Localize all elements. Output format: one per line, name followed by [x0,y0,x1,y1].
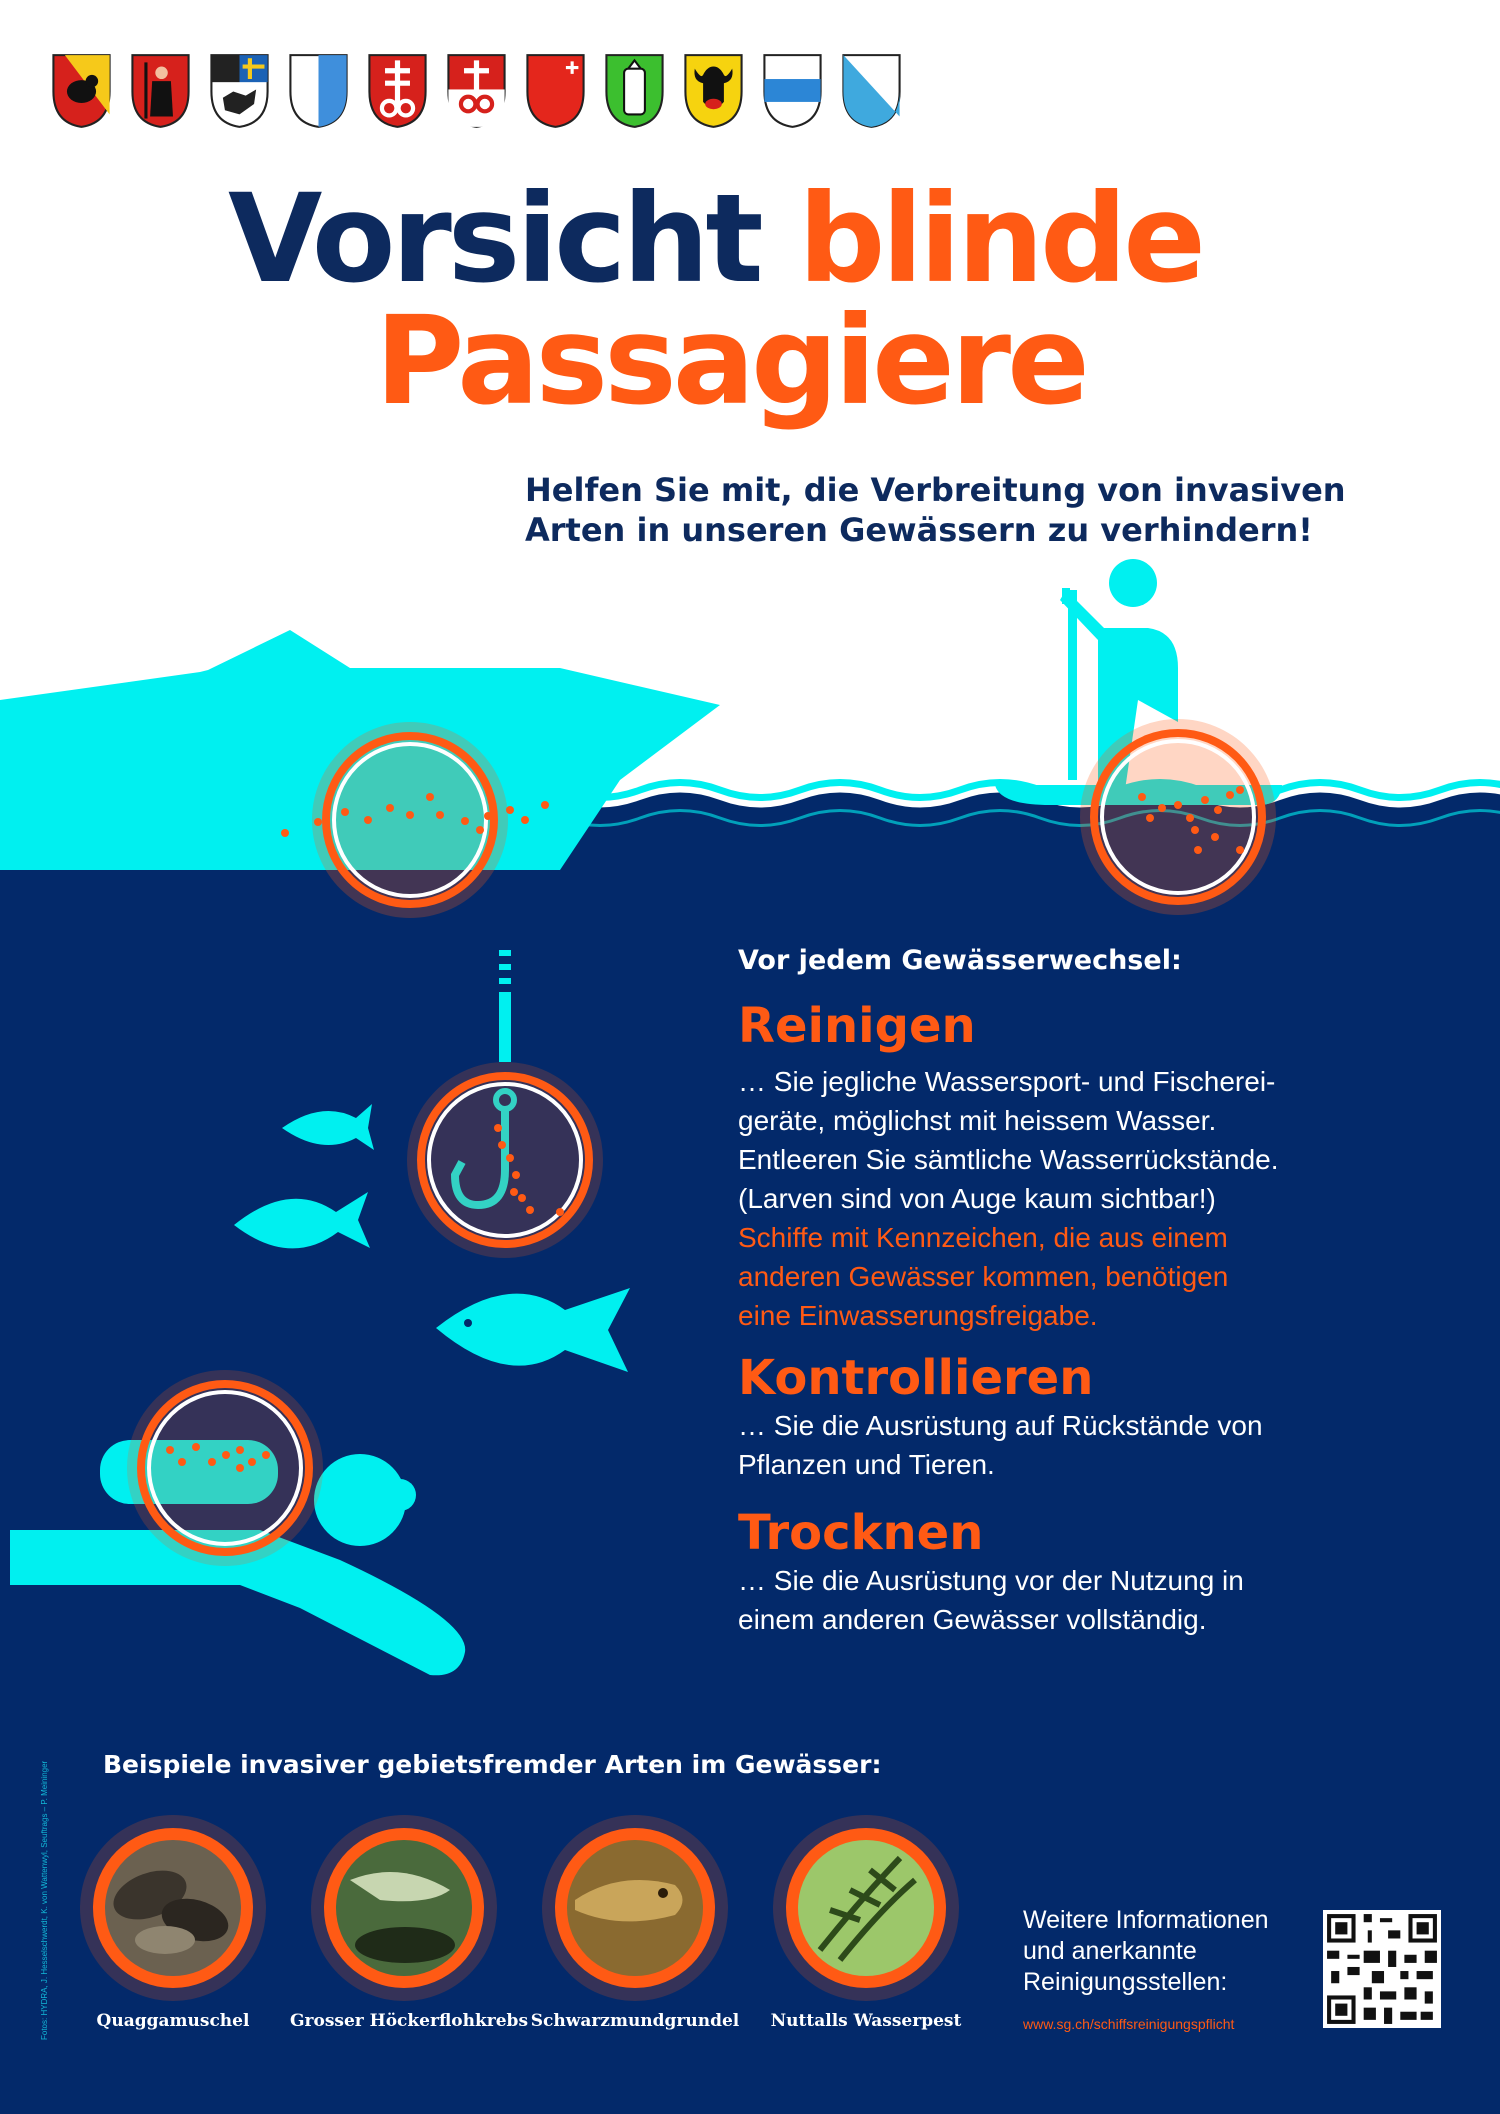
magnifier-boat [312,722,508,918]
species-label-1: Quaggamuschel [96,2011,250,2031]
text-line: Pflanzen und Tieren. [738,1449,995,1480]
magnifier-hook [407,1062,603,1258]
text-line: … Sie jegliche Wassersport- und Fischerei- [738,1066,1276,1097]
magnifier-diver [127,1370,323,1566]
text-trocknen [738,1561,1244,1639]
species-circle-3 [542,1815,728,2001]
qr-code-icon[interactable] [1323,1910,1441,2028]
text-line: Entleeren Sie sämtliche Wasserrückstände. [738,1144,1279,1175]
species-label-2: Grosser Höckerflohkrebs [290,2011,529,2031]
headline-line-2: Passagiere [375,290,1086,432]
headline-dark: Vorsicht [228,168,760,310]
info-line: Weitere Informationen [1023,1906,1269,1934]
text-line: geräte, möglichst mit heissem Wasser. [738,1105,1217,1136]
heading-kontrollieren: Kontrollieren [738,1350,1094,1406]
subtitle-line-2: Arten in unseren Gewässern zu verhindern! [525,511,1313,549]
info-link[interactable]: www.sg.ch/schiffsreinigungspflicht [1023,2016,1235,2032]
text-reinigen [738,1062,1279,1335]
text-line: einem anderen Gewässer vollständig. [738,1604,1207,1635]
text-line: … Sie die Ausrüstung auf Rückstände von [738,1410,1263,1441]
species-circle-1 [80,1815,266,2001]
section-lead: Vor jedem Gewässerwechsel: [738,945,1182,976]
subtitle-line-1: Helfen Sie mit, die Verbreitung von invasiven [525,471,1346,509]
note-line: Schiffe mit Kennzeichen, die aus einem [738,1222,1228,1253]
species-label-4: Nuttalls Wasserpest [770,2011,962,2031]
species-circle-4 [773,1815,959,2001]
heading-reinigen: Reinigen [738,998,976,1054]
photo-credits: Fotos: HYDRA, J. Hesselschwerdt, K. von Wattenwyl, Seuftrags – P. Meininger [40,1760,49,2040]
info-line: Reinigungsstellen: [1023,1968,1228,1996]
info-line: und anerkannte [1023,1937,1197,1965]
note-line: anderen Gewässer kommen, benötigen [738,1261,1229,1292]
species-label-3: Schwarzmundgrundel [530,2011,740,2031]
text-line: … Sie die Ausrüstung vor der Nutzung in [738,1565,1244,1596]
note-line: eine Einwasserungsfreigabe. [738,1300,1098,1331]
magnifier-paddleboard [1080,719,1276,915]
more-info [1023,1905,1323,1998]
text-kontrollieren [738,1406,1263,1484]
text-line: (Larven sind von Auge kaum sichtbar!) [738,1183,1216,1214]
heading-trocknen: Trocknen [738,1505,984,1561]
headline-orange: blinde [798,168,1203,310]
examples-title: Beispiele invasiver gebietsfremder Arten im Gewässer: [103,1750,882,1779]
species-circle-2 [311,1815,497,2001]
